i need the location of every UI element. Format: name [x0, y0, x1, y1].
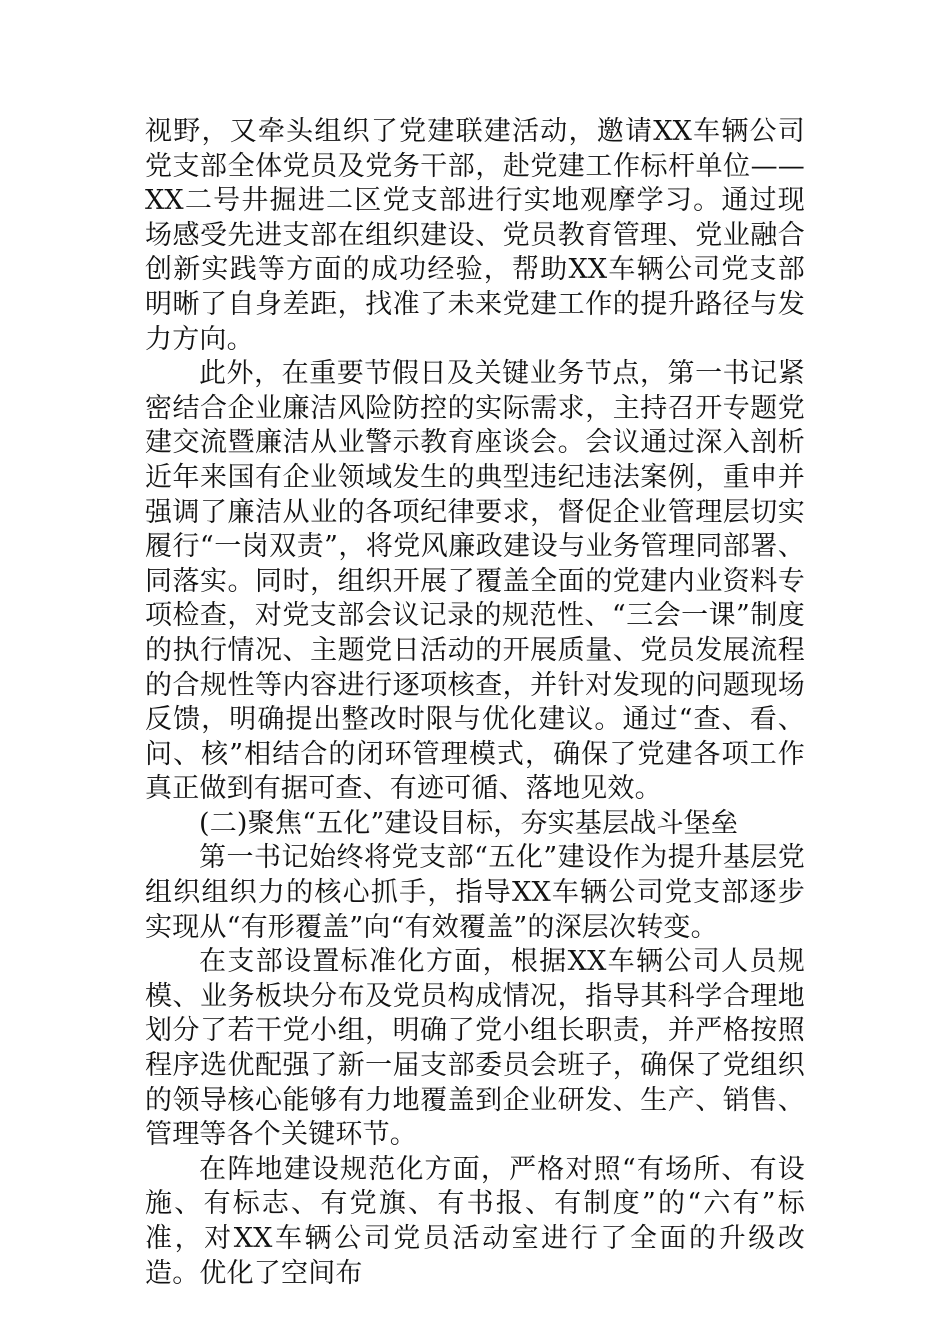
document-page — [145, 115, 805, 1291]
section-heading: (二)聚焦“五化”建设目标，夯实基层战斗堡垒 — [199, 807, 739, 839]
paragraph-position-building: 在阵地建设规范化方面，严格对照“有场所、有设施、有标志、有党旗、有书报、有制度”的“六有”标准，对XX车辆公司党员活动室进行了全面的升级改造。优化了空间布 — [145, 1153, 805, 1289]
paragraph-clean-governance: 此外，在重要节假日及关键业务节点，第一书记紧密结合企业廉洁风险防控的实际需求，主持召开专题党建交流暨廉洁从业警示教育座谈会。会议通过深入剖析近年来国有企业领域发生的典型违纪违法案例，重申并强调了廉洁从业的各项纪律要求，督促企业管理层切实履行“一岗双责”，将党风廉政建设与业务管理同部署、同落实。同时，组织开展了覆盖全面的党建内业资料专项检查，对党支部会议记录的规范性、“三会一课”制度的执行情况、主题党日活动的开展质量、党员发展流程的合规性等内容进行逐项核查，并针对发现的问题现场反馈，明确提出整改时限与优化建议。通过“查、看、问、核”相结合的闭环管理模式，确保了党建各项工作真正做到有据可查、有迹可循、落地见效。 — [145, 358, 805, 805]
paragraph-continuation: 视野，又牵头组织了党建联建活动，邀请XX车辆公司党支部全体党员及党务干部，赴党建工作标杆单位——XX二号井掘进二区党支部进行实地观摩学习。通过现场感受先进支部在组织建设、党员教育管理、党业融合创新实践等方面的成功经验，帮助XX车辆公司党支部明晰了自身差距，找准了未来党建工作的提升路径与发力方向。 — [145, 116, 805, 355]
paragraph-branch-setup: 在支部设置标准化方面，根据XX车辆公司人员规模、业务板块分布及党员构成情况，指导其科学合理地划分了若干党小组，明确了党小组长职责，并严格按照程序选优配强了新一届支部委员会班子，确保了党组织的领导核心能够有力地覆盖到企业研发、生产、销售、管理等各个关键环节。 — [145, 946, 805, 1151]
paragraph-five-standards: 第一书记始终将党支部“五化”建设作为提升基层党组织组织力的核心抓手，指导XX车辆公司党支部逐步实现从“有形覆盖”向“有效覆盖”的深层次转变。 — [145, 842, 805, 943]
